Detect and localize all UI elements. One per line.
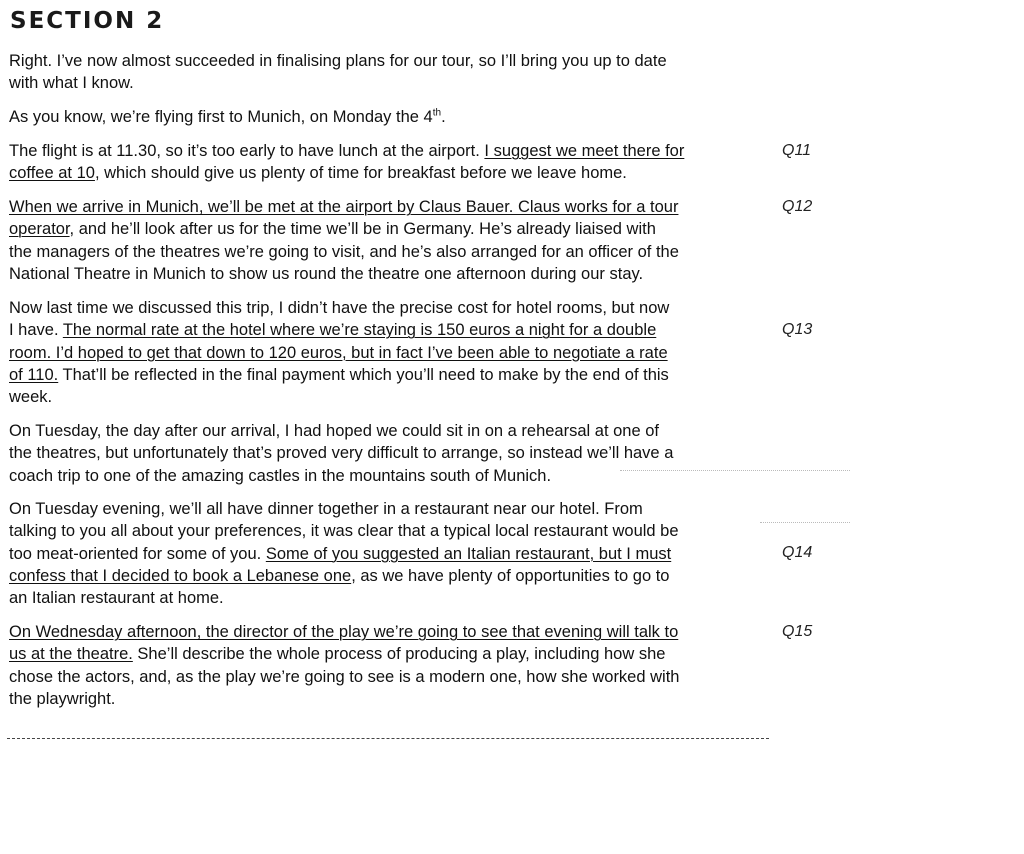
underlined-answer-text: Some of you suggested an Italian restaurant, but I must <box>265 544 672 563</box>
paragraph-line: Right. I’ve now almost succeeded in finalising plans for our tour, so I’ll bring you up to date <box>9 52 667 70</box>
paragraph-flight-time <box>9 140 769 185</box>
paragraph-line <box>9 643 769 665</box>
plain-text: , as we have plenty of opportunities to go to <box>351 566 670 585</box>
paragraph-line <box>9 319 769 341</box>
paragraph-line <box>9 218 769 240</box>
paragraph-tuesday-trip <box>9 420 769 487</box>
underlined-answer-text: operator <box>9 220 70 239</box>
plain-text: , which should give us plenty of time for breakfast before we leave home. <box>94 164 627 183</box>
paragraph-line: On Tuesday evening, we’ll all have dinner together in a restaurant near our hotel. From <box>9 500 643 518</box>
underlined-answer-text: The normal rate at the hotel where we’re staying is 150 euros a night for a double <box>62 321 657 340</box>
underlined-answer-text: confess that I decided to book a Lebanese one <box>9 566 352 585</box>
paragraph-line <box>9 342 769 364</box>
paragraph-line: an Italian restaurant at home. <box>9 589 224 608</box>
paragraph-line: On Tuesday, the day after our arrival, I had hoped we could sit in on a rehearsal at one of <box>9 422 660 440</box>
underlined-answer-text: I suggest we meet there for <box>484 142 685 160</box>
section-divider <box>7 738 769 739</box>
paragraph-line: coach trip to one of the amazing castles in the mountains south of Munich. <box>9 466 552 485</box>
paragraph-line <box>9 140 769 162</box>
paragraph-line: the theatres, but unfortunately that’s proved very difficult to arrange, so instead we’ll have a <box>9 444 674 463</box>
underlined-answer-text: coffee at 10 <box>9 164 95 183</box>
question-marker-q15: Q15 <box>782 623 813 640</box>
plain-text: I have. <box>9 321 63 340</box>
paragraph-hotel-cost <box>9 297 769 408</box>
sentence-end: . <box>441 108 446 126</box>
paragraph-flight-day <box>9 106 769 128</box>
underlined-answer-text: us at the theatre. <box>9 645 133 664</box>
paragraph-line: week. <box>9 388 53 407</box>
paragraph-line <box>9 106 769 128</box>
paragraph-line: the playwright. <box>9 689 116 708</box>
scan-artifact <box>760 522 850 523</box>
underlined-answer-text: On Wednesday afternoon, the director of the play we’re going to see that evening will talk to <box>9 623 679 641</box>
paragraph-line <box>9 364 769 386</box>
plain-text: , and he’ll look after us for the time we’ll be in Germany. He’s already liaised with <box>69 220 656 239</box>
underlined-answer-text: room. I’d hoped to get that down to 120 euros, but in fact I’ve been able to negotiate a rate <box>9 343 668 362</box>
question-marker-q12: Q12 <box>782 198 813 215</box>
paragraph-line: talking to you all about your preferences, it was clear that a typical local restaurant would be <box>9 522 679 541</box>
paragraph-line: National Theatre in Munich to show us round the theatre one afternoon during our stay. <box>9 264 644 283</box>
underlined-answer-text: of 110. <box>9 365 59 384</box>
paragraph-intro <box>9 50 769 95</box>
paragraph-line <box>9 162 769 184</box>
paragraph-line: chose the actors, and, as the play we’re going to see is a modern one, how she worked with <box>9 667 680 686</box>
paragraph-wednesday-talk <box>9 621 769 710</box>
paragraph-line <box>9 621 769 643</box>
flight-day-text: As you know, we’re flying first to Munich, on Monday the 4 <box>9 108 433 126</box>
paragraph-line: Now last time we discussed this trip, I didn’t have the precise cost for hotel rooms, but now <box>9 299 670 317</box>
paragraph-tuesday-dinner <box>9 498 769 609</box>
plain-text: She’ll describe the whole process of producing a play, including how she <box>132 645 666 664</box>
scan-artifact <box>620 470 850 471</box>
plain-text: That’ll be reflected in the final payment which you’ll need to make by the end of this <box>58 365 669 384</box>
plain-text: too meat-oriented for some of you. <box>9 544 266 563</box>
paragraph-arrival <box>9 196 769 285</box>
ordinal-suffix: th <box>432 107 442 119</box>
paragraph-line <box>9 196 769 218</box>
question-marker-q11: Q11 <box>782 142 812 159</box>
paragraph-line: the managers of the theatres we’re going to visit, and he’s also arranged for an officer of the <box>9 242 679 261</box>
paragraph-line: with what I know. <box>9 74 134 93</box>
paragraph-line <box>9 565 769 587</box>
plain-text: The flight is at 11.30, so it’s too early to have lunch at the airport. <box>9 142 485 160</box>
underlined-answer-text: When we arrive in Munich, we’ll be met at the airport by Claus Bauer. Claus works for a tour <box>9 198 679 216</box>
paragraph-line <box>9 543 769 565</box>
question-marker-q13: Q13 <box>782 321 813 338</box>
question-marker-q14: Q14 <box>782 544 813 561</box>
section-heading: SECTION 2 <box>10 8 165 34</box>
